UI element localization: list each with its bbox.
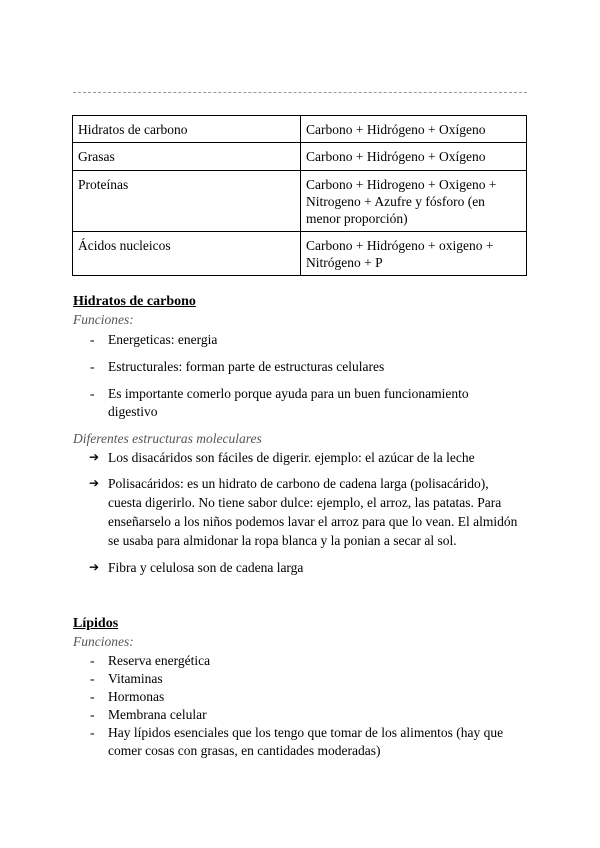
- list-item: - Hormonas: [90, 689, 165, 704]
- lipidos-section: [73, 614, 533, 760]
- list-item: - Estructurales: forman parte de estructuras celulares: [90, 359, 385, 374]
- list-item: - Reserva energética: [90, 653, 211, 668]
- table-cell-composition: Carbono + Hidrogeno + Oxigeno + Nitrogeno + Azufre y fósforo (en menor proporción): [301, 171, 527, 232]
- bullet-dash: -: [90, 359, 95, 374]
- section-heading: Hidratos de carbono: [73, 294, 196, 309]
- list-item: - Vitaminas: [90, 671, 163, 686]
- bullet-dash: -: [90, 671, 95, 686]
- header-divider: [73, 92, 527, 93]
- bullet-dash: -: [90, 689, 95, 704]
- table-cell-name: Proteínas: [73, 171, 301, 232]
- list-item: - Hay lípidos esenciales que los tengo que tomar de los alimentos (hay que comer cosas con grasas, en cantidades moderadas): [90, 725, 504, 758]
- hidratos-estructuras-list: [73, 448, 533, 577]
- table-cell-name: Hidratos de carbono: [73, 116, 301, 143]
- bullet-dash: -: [90, 707, 95, 722]
- hidratos-funciones-list: [73, 331, 533, 421]
- lipidos-funciones-list: [73, 652, 533, 760]
- section-heading: Lípidos: [73, 616, 119, 631]
- table-row: [73, 232, 527, 276]
- table-cell-composition: Carbono + Hidrógeno + Oxígeno: [301, 143, 527, 171]
- list-item: - Membrana celular: [90, 707, 207, 722]
- table-cell-name: Grasas: [73, 143, 301, 171]
- bullet-dash: -: [90, 725, 95, 740]
- list-item: ➔ Fibra y celulosa son de cadena larga: [89, 560, 304, 575]
- funciones-label: Funciones:: [73, 312, 134, 327]
- list-item: ➔ Polisacáridos: es un hidrato de carbono de cadena larga (polisacárido), cuesta digerirlo. No tiene sabor dulce: ejemplo, el arroz, las patatas. Para enseñarselo a los niños podemos lavar el arroz para que lo vean. El almidón se usaba para almidonar la ropa blanca y la ponian a secar al sol.: [89, 476, 518, 548]
- composition-table: [72, 115, 527, 276]
- table-cell-name: Ácidos nucleicos: [73, 232, 301, 276]
- hidratos-section: [73, 292, 533, 577]
- bullet-dash: -: [90, 332, 95, 347]
- bullet-dash: -: [90, 386, 95, 401]
- list-item: - Energeticas: energia: [90, 332, 218, 347]
- table-cell-composition: Carbono + Hidrógeno + oxigeno + Nitrógeno + P: [301, 232, 527, 276]
- arrow-icon: ➔: [89, 450, 100, 464]
- funciones-label: Funciones:: [73, 634, 134, 649]
- list-item: - Es importante comerlo porque ayuda para un buen funcionamiento digestivo: [90, 386, 469, 419]
- table-cell-composition: Carbono + Hidrógeno + Oxígeno: [301, 116, 527, 143]
- list-item: ➔ Los disacáridos son fáciles de digerir. ejemplo: el azúcar de la leche: [89, 450, 475, 465]
- bullet-dash: -: [90, 653, 95, 668]
- table-row: [73, 116, 527, 143]
- arrow-icon: ➔: [89, 560, 100, 574]
- table-row: [73, 171, 527, 232]
- estructuras-label: Diferentes estructuras moleculares: [73, 431, 262, 446]
- table-row: [73, 143, 527, 171]
- arrow-icon: ➔: [89, 476, 100, 490]
